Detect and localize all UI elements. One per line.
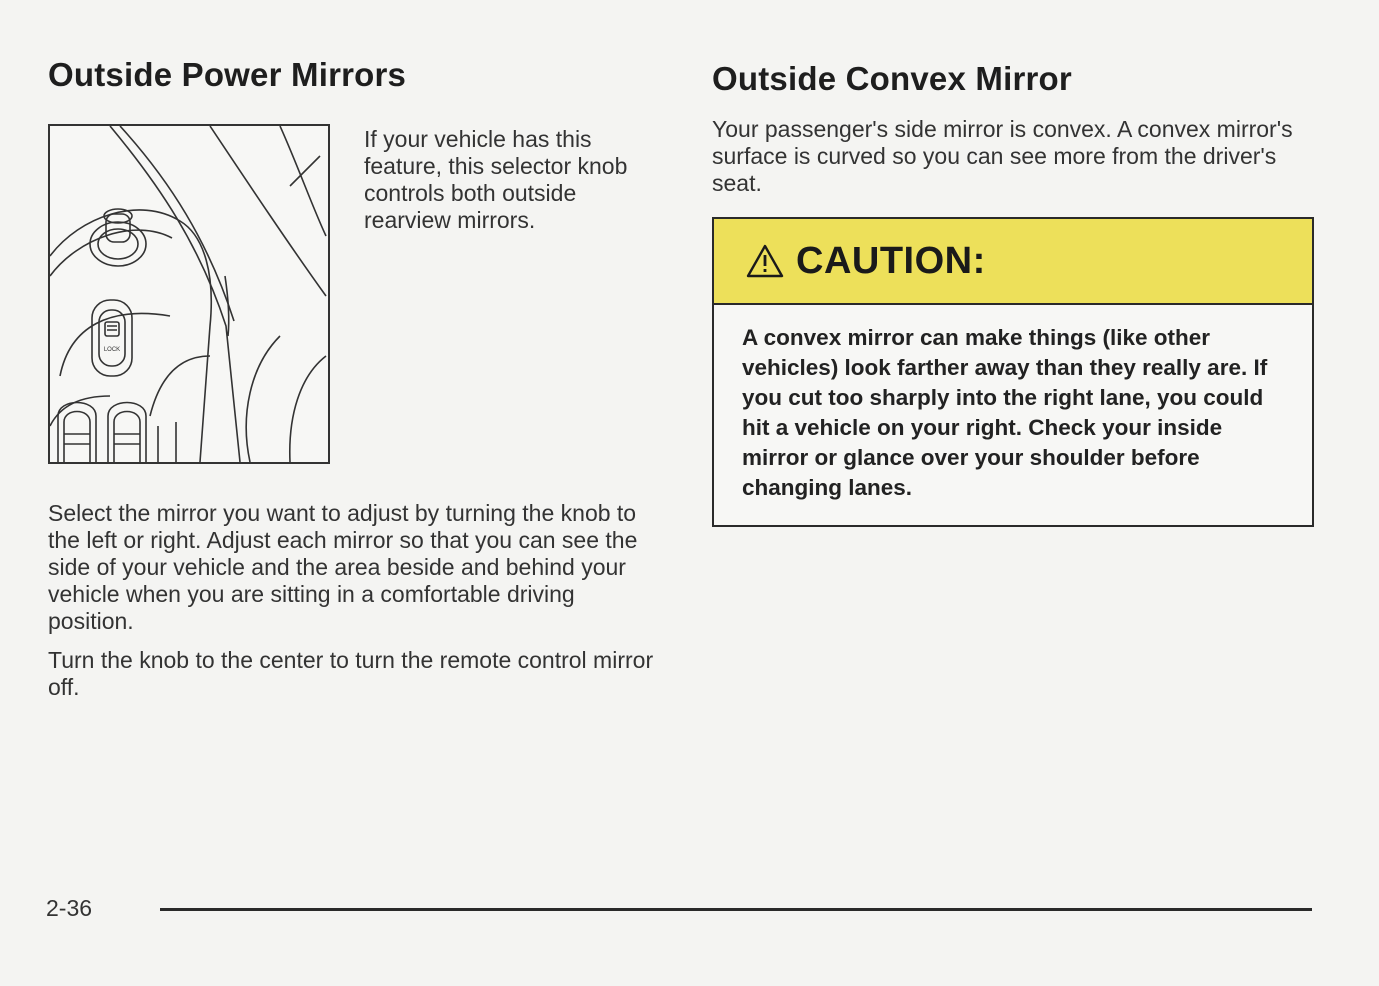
section-heading-power-mirrors: Outside Power Mirrors bbox=[48, 56, 407, 93]
caution-body: A convex mirror can make things (like other vehicles) look farther away than they really are. If you cut too sharply into the right lane, you could hit a vehicle on your right. Check your inside mirror or glance over your shoulder before changing lanes. bbox=[742, 325, 1268, 500]
instruction-paragraph-off: Turn the knob to the center to turn the remote control mirror off. bbox=[48, 647, 654, 700]
caution-box bbox=[712, 217, 1314, 527]
figure-row bbox=[48, 124, 658, 464]
lock-switch-label: LOCK bbox=[103, 347, 121, 353]
footer-divider bbox=[160, 908, 1312, 911]
page-number: 2-36 bbox=[46, 895, 93, 921]
instructions bbox=[48, 500, 658, 701]
right-column bbox=[712, 60, 1316, 527]
figure-caption: If your vehicle has this feature, this selector knob controls both outside rearview mirrors. bbox=[364, 126, 628, 233]
caution-header bbox=[714, 219, 1312, 305]
door-panel-drawing bbox=[50, 126, 328, 462]
instruction-paragraph-adjust: Select the mirror you want to adjust by turning the knob to the left or right. Adjust each mirror so that you can see the side of your vehicle and the area beside and behind your vehicle when you are sitting in a comfortable driving position. bbox=[48, 500, 638, 634]
caution-title: CAUTION: bbox=[796, 239, 986, 282]
warning-triangle-icon bbox=[746, 244, 784, 278]
mirror-selector-illustration bbox=[48, 124, 330, 464]
convex-mirror-intro: Your passenger's side mirror is convex. A convex mirror's surface is curved so you can see more from the driver's seat. bbox=[712, 116, 1293, 196]
left-column bbox=[48, 56, 658, 701]
section-heading-convex-mirror: Outside Convex Mirror bbox=[712, 60, 1072, 97]
